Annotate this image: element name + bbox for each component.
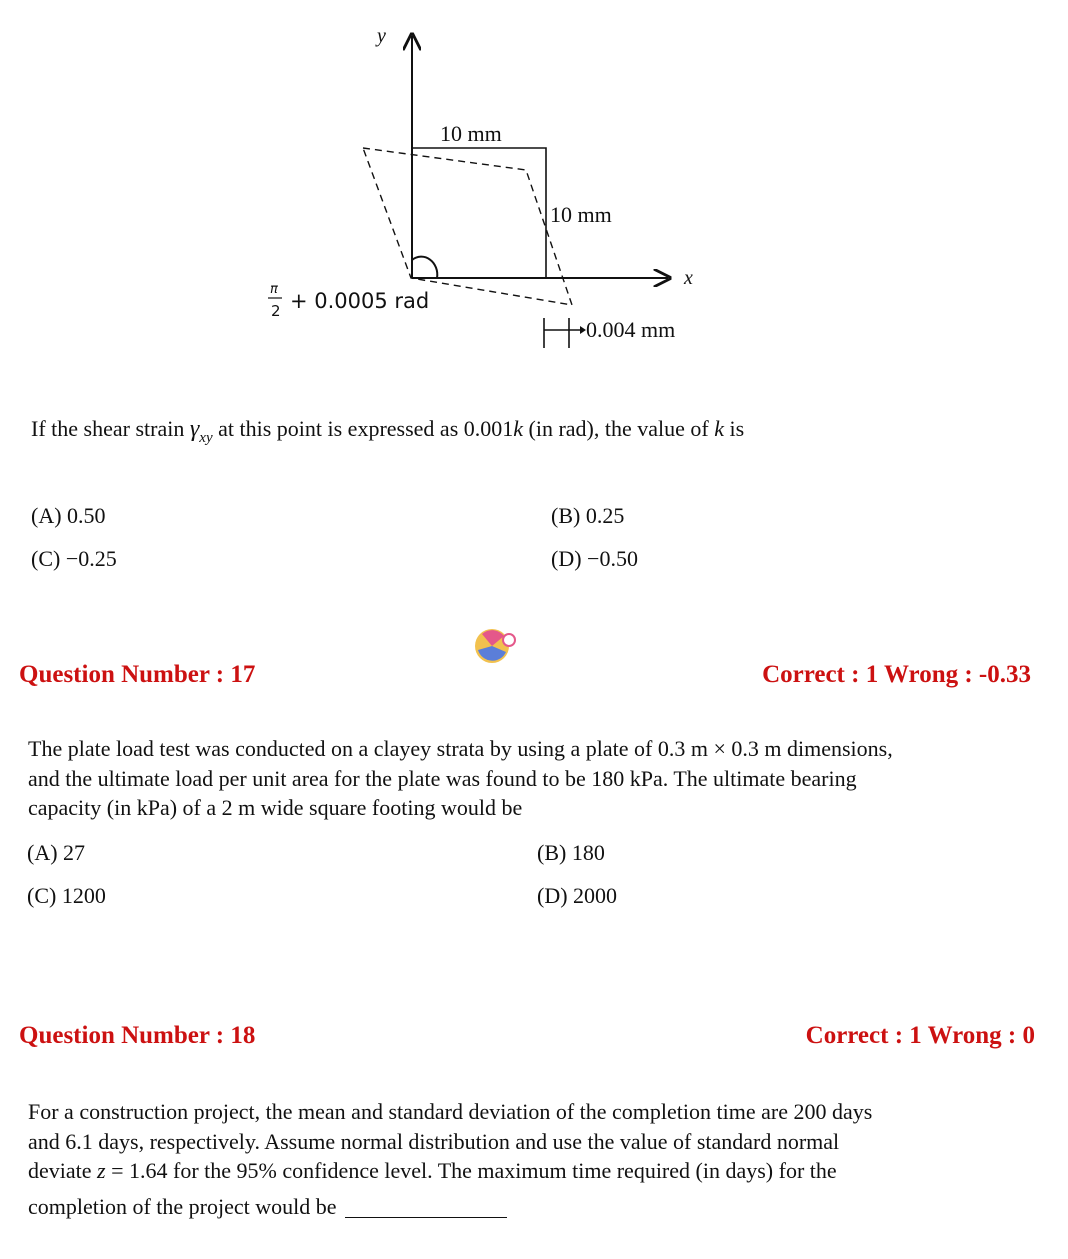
gamma-symbol: γ bbox=[189, 416, 200, 442]
q18-line: For a construction project, the mean and standard deviation of the completion time are 200 days bbox=[28, 1099, 873, 1124]
angle-value-label: + 0.0005 rad bbox=[290, 289, 430, 313]
q17-option-d[interactable]: (D) 2000 bbox=[537, 883, 618, 908]
q17-number: Question Number : 17 bbox=[19, 661, 256, 688]
q17-stem bbox=[28, 734, 1036, 823]
displacement-label: 0.004 mm bbox=[586, 317, 676, 342]
q16-stem bbox=[31, 414, 744, 453]
q17-marks: Correct : 1 Wrong : -0.33 bbox=[762, 661, 1031, 688]
answer-blank[interactable] bbox=[345, 1216, 507, 1218]
right-dimension-label: 10 mm bbox=[550, 202, 612, 227]
q18-stem bbox=[28, 1097, 1043, 1221]
angle-denominator: 2 bbox=[271, 302, 281, 320]
q16-option-b[interactable]: (B) 0.25 bbox=[551, 503, 625, 528]
q17-line: and the ultimate load per unit area for the plate was found to be 180 kPa. The ultimate bearing bbox=[28, 765, 857, 791]
q16-stem-part: at this point is expressed as 0.001 bbox=[212, 416, 514, 441]
original-element bbox=[412, 148, 546, 278]
q16-option-d[interactable]: (D) −0.50 bbox=[551, 546, 638, 571]
q18-line3-pre: deviate bbox=[28, 1158, 98, 1183]
q18-marks: Correct : 1 Wrong : 0 bbox=[805, 1022, 1035, 1049]
q17-option-a[interactable]: (A) 27 bbox=[27, 840, 86, 865]
q18-line bbox=[28, 1192, 1043, 1222]
watermark-logo bbox=[472, 624, 518, 670]
q17-option-c[interactable]: (C) 1200 bbox=[27, 883, 106, 908]
q16-stem-part: is bbox=[724, 416, 745, 441]
q18-number: Question Number : 18 bbox=[19, 1022, 256, 1049]
angle-arc bbox=[412, 257, 437, 278]
q18-line4: completion of the project would be bbox=[28, 1193, 337, 1219]
q16-stem-part: (in rad), the value of bbox=[523, 416, 715, 441]
q18-line: and 6.1 days, respectively. Assume normal distribution and use the value of standard normal bbox=[28, 1128, 840, 1154]
deformed-element bbox=[363, 148, 572, 305]
q17-option-b[interactable]: (B) 180 bbox=[537, 840, 605, 865]
q18-line3-post: = 1.64 for the 95% confidence level. The maximum time required (in days) for the bbox=[105, 1158, 837, 1183]
q18-line bbox=[28, 1156, 1043, 1186]
x-axis-label: x bbox=[684, 267, 693, 289]
gamma-subscript: xy bbox=[199, 430, 213, 446]
q17-line: capacity (in kPa) of a 2 m wide square footing would be bbox=[28, 795, 523, 820]
z-symbol: z bbox=[97, 1158, 106, 1183]
top-dimension-label: 10 mm bbox=[440, 121, 502, 146]
q16-option-a[interactable]: (A) 0.50 bbox=[31, 503, 106, 528]
q16-option-c[interactable]: (C) −0.25 bbox=[31, 546, 117, 571]
q16-stem-part: If the shear strain bbox=[31, 416, 190, 441]
shear-strain-figure bbox=[0, 0, 1068, 360]
k-symbol: k bbox=[513, 416, 524, 441]
angle-pi: π bbox=[270, 282, 278, 297]
k-symbol: k bbox=[714, 416, 724, 441]
q17-line: The plate load test was conducted on a clayey strata by using a plate of 0.3 m × 0.3 m dimensions, bbox=[28, 736, 893, 761]
y-axis-label: y bbox=[377, 25, 386, 47]
